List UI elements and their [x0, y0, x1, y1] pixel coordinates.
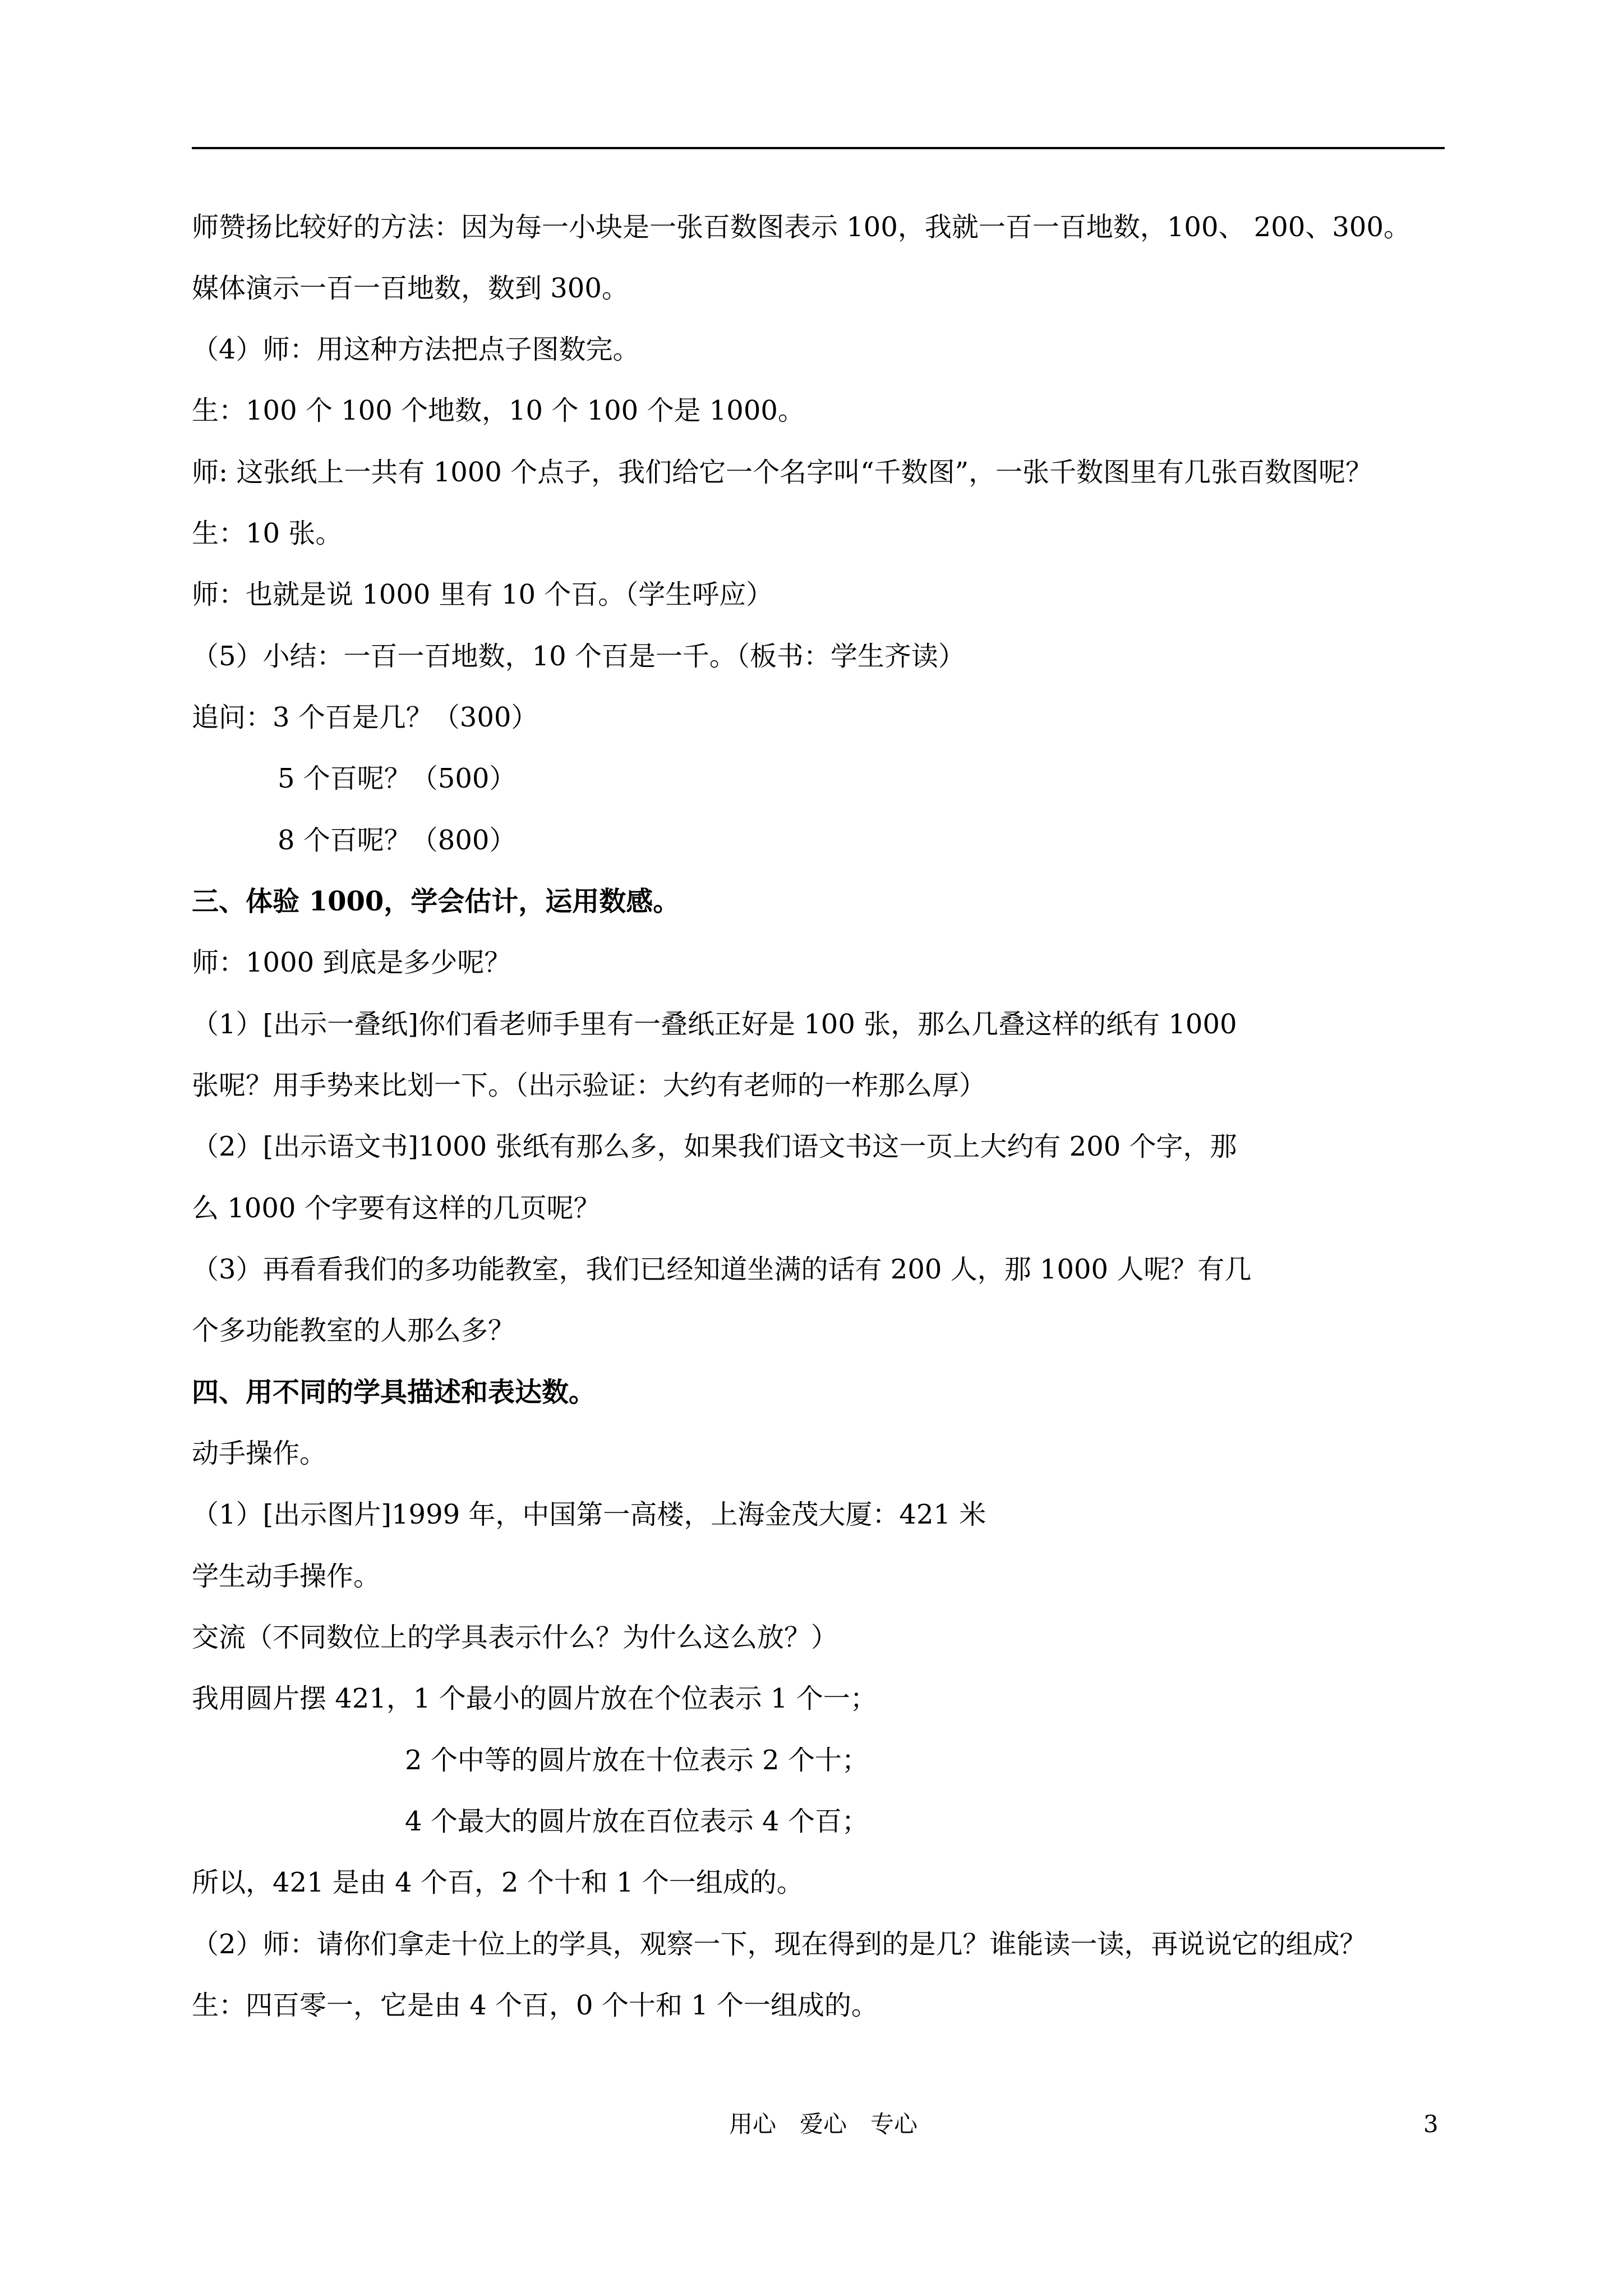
text-line: （3）再看看我们的多功能教室，我们已经知道坐满的话有 200 人，那 1000 人呢？有几 [192, 1254, 1252, 1285]
text-line: 张呢？用手势来比划一下。（出示验证：大约有老师的一柞那么厚） [192, 1070, 986, 1101]
page-number: 3 [1423, 2110, 1438, 2138]
header-rule [192, 147, 1445, 149]
text-line: 我用圆片摆 421，1 个最小的圆片放在个位表示 1 个一； [192, 1683, 877, 1714]
text-line: （1）[出示图片]1999 年，中国第一高楼，上海金茂大厦：421 米 [192, 1499, 986, 1530]
section-heading: 四、用不同的学具描述和表达数。 [192, 1377, 596, 1408]
text-line: 8 个百呢？（800） [278, 825, 517, 856]
text-line: （5）小结：一百一百地数，10 个百是一千。（板书：学生齐读） [192, 641, 965, 672]
section-heading: 三、体验 1000，学会估计，运用数感。 [192, 886, 680, 917]
text-line: 生：100 个 100 个地数，10 个 100 个是 1000。 [192, 395, 805, 426]
text-line: 所以，421 是由 4 个百，2 个十和 1 个一组成的。 [192, 1867, 804, 1898]
text-line: 师：也就是说 1000 里有 10 个百。（学生呼应） [192, 579, 773, 610]
text-line: 媒体演示一百一百地数，数到 300。 [192, 273, 629, 304]
text-line: 学生动手操作。 [192, 1561, 381, 1592]
text-line: 动手操作。 [192, 1438, 327, 1469]
text-line: 生：10 张。 [192, 518, 343, 549]
text-line: 交流（不同数位上的学具表示什么？为什么这么放？） [192, 1622, 838, 1653]
text-line: （2）[出示语文书]1000 张纸有那么多，如果我们语文书这一页上大约有 200 个字，那 [192, 1131, 1237, 1162]
footer-motto: 用心 爱心 专心 [729, 2110, 918, 2138]
text-line: （4）师：用这种方法把点子图数完。 [192, 334, 640, 365]
text-line: 师赞扬比较好的方法：因为每一小块是一张百数图表示 100，我就一百一百地数，100、 200、300。 [192, 211, 1410, 243]
text-line: 个多功能教室的人那么多？ [192, 1315, 515, 1346]
text-line: 师：1000 到底是多少呢？ [192, 947, 511, 978]
text-line: （2）师：请你们拿走十位上的学具，观察一下，现在得到的是几？谁能读一读，再说说它的组成？ [192, 1929, 1367, 1960]
text-line: （1）[出示一叠纸]你们看老师手里有一叠纸正好是 100 张，那么几叠这样的纸有 1000 [192, 1009, 1237, 1040]
text-line: 4 个最大的圆片放在百位表示 4 个百； [405, 1806, 869, 1837]
text-line: 5 个百呢？（500） [278, 763, 517, 794]
text-line: 师: 这张纸上一共有 1000 个点子，我们给它一个名字叫“千数图”，一张千数图里有几张百数图呢？ [192, 457, 1373, 488]
text-line: 追问：3 个百是几？（300） [192, 702, 538, 733]
text-line: 2 个中等的圆片放在十位表示 2 个十； [405, 1745, 869, 1776]
text-line: 么 1000 个字要有这样的几页呢？ [192, 1193, 601, 1224]
text-line: 生：四百零一，它是由 4 个百，0 个十和 1 个一组成的。 [192, 1990, 878, 2021]
